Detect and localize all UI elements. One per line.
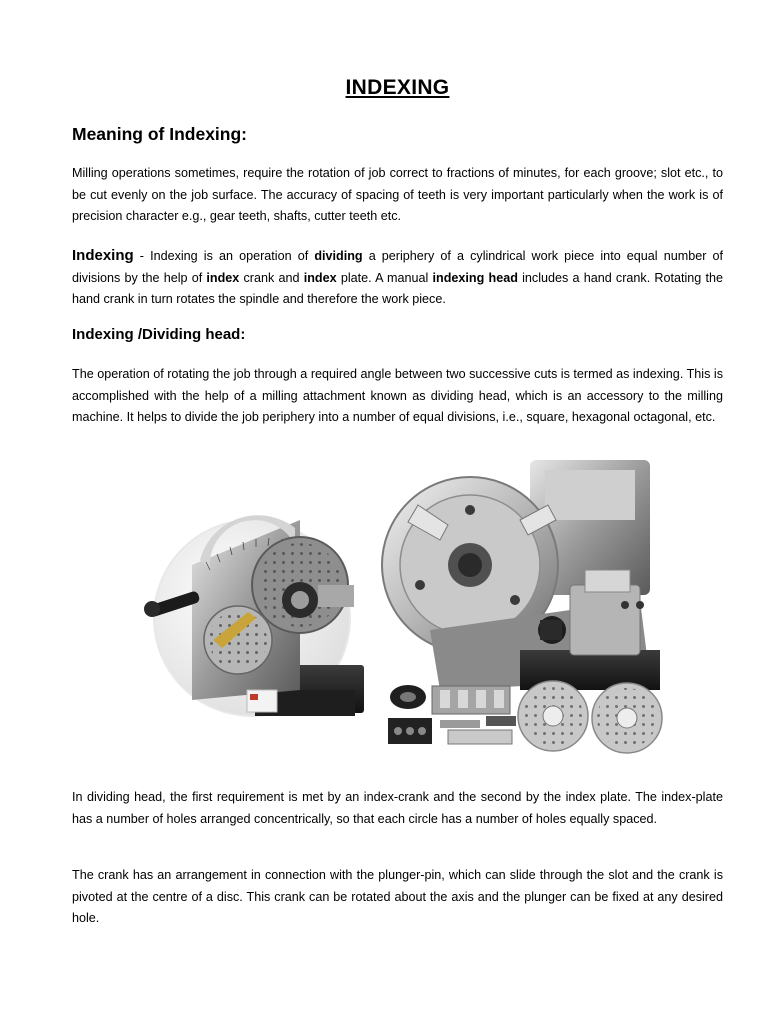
text-run: includes a hand crank. Rotating the hand crank in turn rotates the spindle and therefore the work piece. (72, 270, 724, 307)
indexing-lead-term: Indexing (72, 247, 134, 264)
paragraph-indexing-definition (72, 245, 723, 311)
text-run: - Indexing is an operation of (133, 249, 315, 263)
bold-term-indexing-head: indexing head (432, 270, 518, 285)
paragraph-crank: The crank has an arrangement in connection with the plunger-pin, which can slide through the slot and the crank is pivoted at the centre of a disc. This crank can be rotated about the axis and the plunger can be fixed at any desired hole. (72, 868, 723, 926)
heading-dividing-head: Indexing /Dividing head: (72, 326, 246, 343)
chuck-dividing-head-image (382, 460, 660, 690)
text-run: plate. A manual (336, 270, 433, 285)
text-run: crank and (239, 270, 304, 285)
bold-term-index: index (303, 270, 337, 285)
paragraph-index-plate: In dividing head, the first requirement is met by an index-crank and the second by the index plate. The index-plate has a number of holes arranged concentrically, so that each circle has a number of holes equally spaced. (72, 790, 723, 826)
heading-meaning-of-indexing: Meaning of Indexing: (72, 124, 247, 144)
accessories-image (388, 681, 662, 753)
page-title: INDEXING (345, 76, 450, 99)
paragraph-dividing-head: The operation of rotating the job through a required angle between two successive cuts is termed as indexing. This is accomplished with the help of a milling attachment known as dividing head, which is an accessory to the milling machine. It helps to divide the job periphery into a number of equal divisions, i.e., square, hexagonal octagonal, etc. (72, 367, 723, 425)
paragraph-meaning: Milling operations sometimes, require the rotation of job correct to fractions of minutes, for each groove; slot etc., to be cut evenly on the job surface. The accuracy of spacing of teeth is very important particularly when the work is of precision character e.g., gear teeth, shafts, cutter teeth etc. (72, 166, 723, 224)
bold-term-index: index (206, 270, 240, 285)
dividing-head-image (144, 515, 364, 716)
text-run: a periphery of a cylindrical work piece into equal number of divisions by the help of (72, 249, 724, 285)
bold-term-dividing: dividing (314, 249, 363, 263)
